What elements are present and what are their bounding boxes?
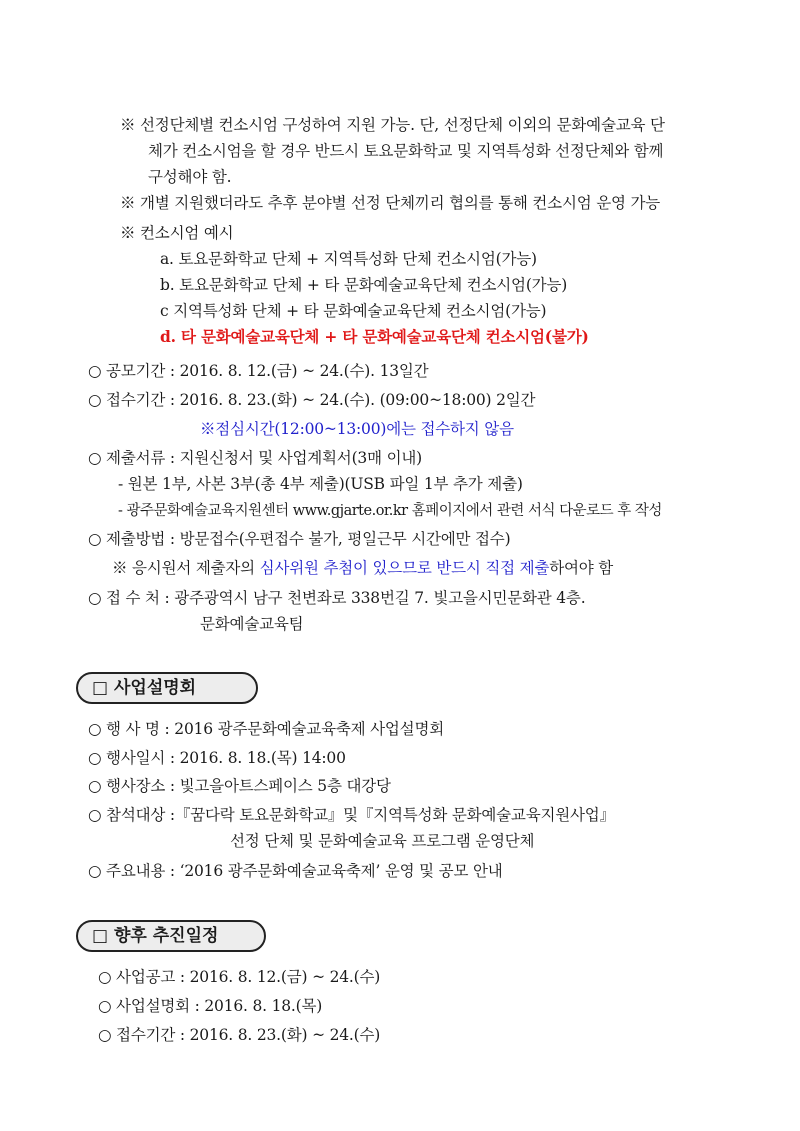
consortium-examples-title: ※ 컨소시엄 예시 <box>120 224 234 242</box>
consortium-note-2: ※ 개별 지원했더라도 추후 분야별 선정 단체끼리 협의를 통해 컨소시엄 운영 가능 <box>120 194 661 212</box>
briefing-section-heading: □ 사업설명회 <box>76 672 258 704</box>
briefing-event-place: ○ 행사장소 : 빛고을아트스페이스 5층 대강당 <box>88 777 391 795</box>
consortium-note-1-line-3: 구성해야 함. <box>148 168 232 186</box>
consortium-example-c: c 지역특성화 단체 + 타 문화예술교육단체 컨소시엄(가능) <box>160 302 547 320</box>
schedule-item-announcement: ○ 사업공고 : 2016. 8. 12.(금) ~ 24.(수) <box>98 968 381 986</box>
consortium-example-d: d. 타 문화예술교육단체 + 타 문화예술교육단체 컨소시엄(불가) <box>160 327 589 346</box>
submission-documents: ○ 제출서류 : 지원신청서 및 사업계획서(3매 이내) <box>88 449 422 467</box>
submission-documents-copies: - 원본 1부, 사본 3부(총 4부 제출)(USB 파일 1부 추가 제출) <box>118 475 523 493</box>
briefing-main-content: ○ 주요내용 : ‘2016 광주문화예술교육축제’ 운영 및 공모 안내 <box>88 862 503 880</box>
consortium-example-a: a. 토요문화학교 단체 + 지역특성화 단체 컨소시엄(가능) <box>160 250 537 268</box>
reception-period: ○ 접수기간 : 2016. 8. 23.(화) ~ 24.(수). (09:00~18:00) 2일간 <box>88 391 536 409</box>
submission-method-note <box>112 557 613 579</box>
submission-method: ○ 제출방법 : 방문접수(우편접수 불가, 평일근무 시간에만 접수) <box>88 530 511 548</box>
submission-method-note-end: 하여야 함 <box>549 559 614 577</box>
briefing-target-line-1: ○ 참석대상 :『꿈다락 토요문화학교』및『지역특성화 문화예술교육지원사업』 <box>88 806 615 824</box>
lunch-time-note: ※점심시간(12:00~13:00)에는 접수하지 않음 <box>200 420 514 438</box>
consortium-note-1-line-1: ※ 선정단체별 컨소시엄 구성하여 지원 가능. 단, 선정단체 이외의 문화예술교육 단 <box>120 116 665 134</box>
submission-method-note-start: ※ 응시원서 제출자의 <box>112 559 260 577</box>
briefing-target-line-2: 선정 단체 및 문화예술교육 프로그램 운영단체 <box>230 832 535 850</box>
reception-place-line-1: ○ 접 수 처 : 광주광역시 남구 천변좌로 338번길 7. 빛고을시민문화관 4층. <box>88 589 586 607</box>
schedule-section-heading: □ 향후 추진일정 <box>76 920 266 952</box>
schedule-item-reception: ○ 접수기간 : 2016. 8. 23.(화) ~ 24.(수) <box>98 1026 381 1044</box>
schedule-item-briefing: ○ 사업설명회 : 2016. 8. 18.(목) <box>98 997 323 1015</box>
submission-method-note-highlight: 심사위원 추첨이 있으므로 반드시 직접 제출 <box>259 559 550 577</box>
application-period: ○ 공모기간 : 2016. 8. 12.(금) ~ 24.(수). 13일간 <box>88 362 429 380</box>
briefing-event-date: ○ 행사일시 : 2016. 8. 18.(목) 14:00 <box>88 749 346 767</box>
reception-place-line-2: 문화예술교육팀 <box>200 615 304 633</box>
consortium-example-b: b. 토요문화학교 단체 + 타 문화예술교육단체 컨소시엄(가능) <box>160 276 568 294</box>
submission-documents-download: - 광주문화예술교육지원센터 www.gjarte.or.kr 홈페이지에서 관련 서식 다운로드 후 작성 <box>118 503 662 519</box>
consortium-note-1-line-2: 체가 컨소시엄을 할 경우 반드시 토요문화학교 및 지역특성화 선정단체와 함께 <box>148 142 664 160</box>
briefing-event-name: ○ 행 사 명 : 2016 광주문화예술교육축제 사업설명회 <box>88 720 444 738</box>
